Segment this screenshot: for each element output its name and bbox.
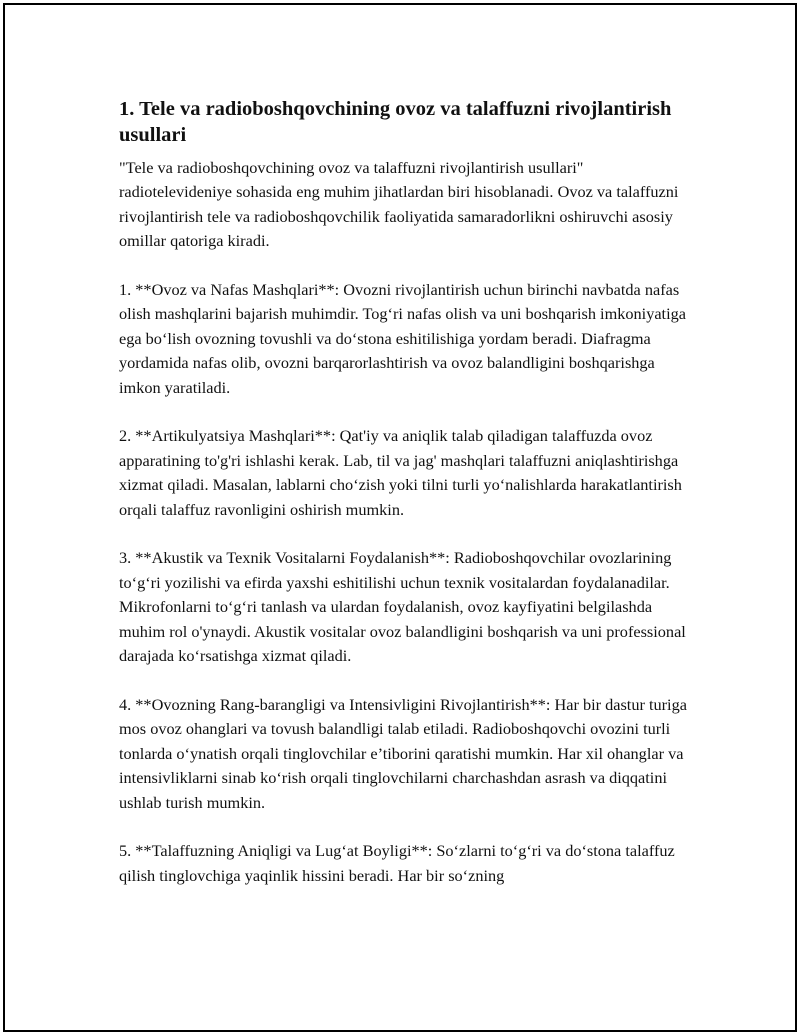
paragraph-technical-tools: 3. **Akustik va Texnik Vositalarni Foydalanish**: Radioboshqovchilar ovozlarining to‘g‘ri yozilishi va efirda yaxshi eshitilishi uchun texnik vositalardan foydalanadilar. Mikrofonlarni to‘g‘ri tanlash va ulardan foydalanish, ovoz kayfiyatini belgilashda muhim rol o'ynaydi. Akustik vositalar ovoz balandligini boshqarish va uni professional darajada ko‘rsatishga xizmat qiladi. xyxy=(119,548,686,666)
paragraph-breathing-exercises: 1. **Ovoz va Nafas Mashqlari**: Ovozni rivojlantirish uchun birinchi navbatda nafas olish mashqlarini bajarish muhimdir. Tog‘ri nafas olish va uni boshqarish imkoniyatiga ega bo‘lish ovozning tovushli va do‘stona eshitilishiga yordam beradi. Diafragma yordamida nafas olib, ovozni barqarorlashtirish va ovoz balandligini boshqarishga imkon yaratiladi. xyxy=(119,280,686,397)
paragraph-articulation-exercises: 2. **Artikulyatsiya Mashqlari**: Qat'iy va aniqlik talab qiladigan talaffuzda ovoz apparatining to'g'ri ishlashi kerak. Lab, til va jag' mashqlari talaffuzni aniqlashtirishga xizmat qiladi. Masalan, lablarni cho‘zish yoki tilni turli yo‘nalishlarda harakatlantirish orqali talaffuz ravonligini oshirish mumkin. xyxy=(119,426,682,519)
intro-paragraph: "Tele va radioboshqovchining ovoz va talaffuzni rivojlantirish usullari" radiotelevideniye sohasida eng muhim jihatlardan biri hisoblanadi. Ovoz va talaffuzni rivojlantirish tele va radioboshqovchilik faoliyatida samaradorlikni oshiruvchi asosiy omillar qatoriga kiradi. xyxy=(119,158,679,251)
document-body xyxy=(119,96,694,888)
document-title: 1. Tele va radioboshqovchining ovoz va talaffuzni rivojlantirish usullari xyxy=(119,98,672,146)
page-frame xyxy=(3,3,797,1032)
paragraph-voice-intensity: 4. **Ovozning Rang-barangligi va Intensivligini Rivojlantirish**: Har bir dastur turiga mos ovoz ohanglari va tovush balandligi talab etiladi. Radioboshqovchi ovozini turli tonlarda o‘ynatish orqali tinglovchilar e’tiborini qaratishi mumkin. Har xil ohanglar va intensivliklarni sinab ko‘rish orqali tinglovchilarni charchashdan asrash va diqqatini ushlab turish mumkin. xyxy=(119,694,687,812)
paragraph-pronunciation-accuracy: 5. **Talaffuzning Aniqligi va Lug‘at Boyligi**: So‘zlarni to‘g‘ri va do‘stona talaffuz qilish tinglovchiga yaqinlik hissini beradi. Har bir so‘zning xyxy=(119,841,675,885)
